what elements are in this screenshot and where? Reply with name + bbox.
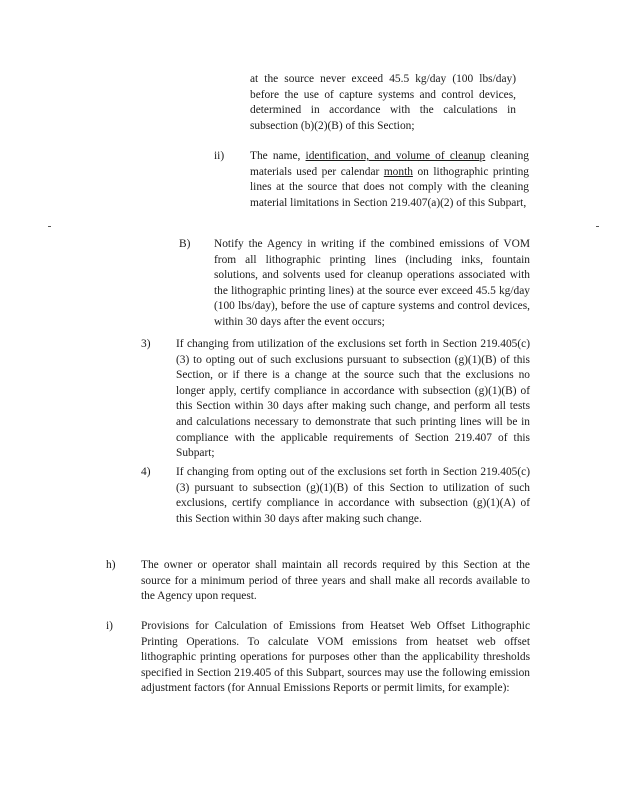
item-B-text: Notify the Agency in writing if the combined emissions of VOM from all lithographic printing lines (including inks, fountain solutions, and solvents used for cleanup operations associated with the lithographic printing lines) at the source ever exceed 45.5 kg/day (100 lbs/day), before the use of capture systems and control devices, within 30 days after the event occurs; (214, 238, 530, 328)
item-ii-text (250, 149, 529, 211)
item-ii-underlined-month: month (383, 165, 413, 178)
item-h-text: The owner or operator shall maintain all records required by this Section at the source for a minimum period of three years and shall make all records available to the Agency upon request. (141, 559, 530, 603)
item-ii-text-middle: cleaning materials used per calendar (250, 150, 529, 178)
item-ii-text-start: The name, (250, 150, 306, 162)
item-i-label: i) (106, 620, 113, 632)
item-h-label: h) (106, 559, 116, 571)
item-3-text: If changing from utilization of the exclusions set forth in Section 219.405(c)(3) to opting out of such exclusions pursuant to subsection (g)(1)(B) of this Section, or if there is a change at the source such that the exclusions no longer apply, certify compliance in accordance with subsection (g)(1)(B) of this Section within 30 days after making such change, and perform all tests and calculations necessary to demonstrate that such printing lines will be in compliance with the applicable requirements of Section 219.407 of this Subpart; (176, 338, 530, 460)
right-edge-mark (596, 226, 599, 227)
item-4-label: 4) (141, 466, 151, 478)
item-ii-text-end: on lithographic printing lines at the source that does not comply with the cleaning material limitations in Section 219.407(a)(2) of this Subpart, (250, 165, 529, 209)
item-ii-underlined-insert: identification, and volume of cleanup (305, 150, 486, 162)
item-3-label: 3) (141, 338, 151, 350)
left-edge-mark (48, 226, 51, 227)
item-B-label: B) (179, 238, 191, 250)
item-i-text: Provisions for Calculation of Emissions from Heatset Web Offset Lithographic Printing Operations. To calculate VOM emissions from heatset web offset lithographic printing operations for purposes other than the applicability thresholds specified in Section 219.405 of this Subpart, sources may use the following emission adjustment factors (for Annual Emissions Reports or permit limits, for example): (141, 620, 530, 695)
item-4-text: If changing from opting out of the exclusions set forth in Section 219.405(c)(3) pursuant to subsection (g)(1)(B) of this Section to utilization of such exclusions, certify compliance in accordance with subsection (g)(1)(A) of this Section within 30 days after making such change. (176, 466, 530, 525)
item-ii-label: ii) (214, 150, 225, 162)
paragraph-continuation: at the source never exceed 45.5 kg/day (100 lbs/day) before the use of capture systems and control devices, determined in accordance with the calculations in subsection (b)(2)(B) of this Section; (250, 73, 516, 132)
